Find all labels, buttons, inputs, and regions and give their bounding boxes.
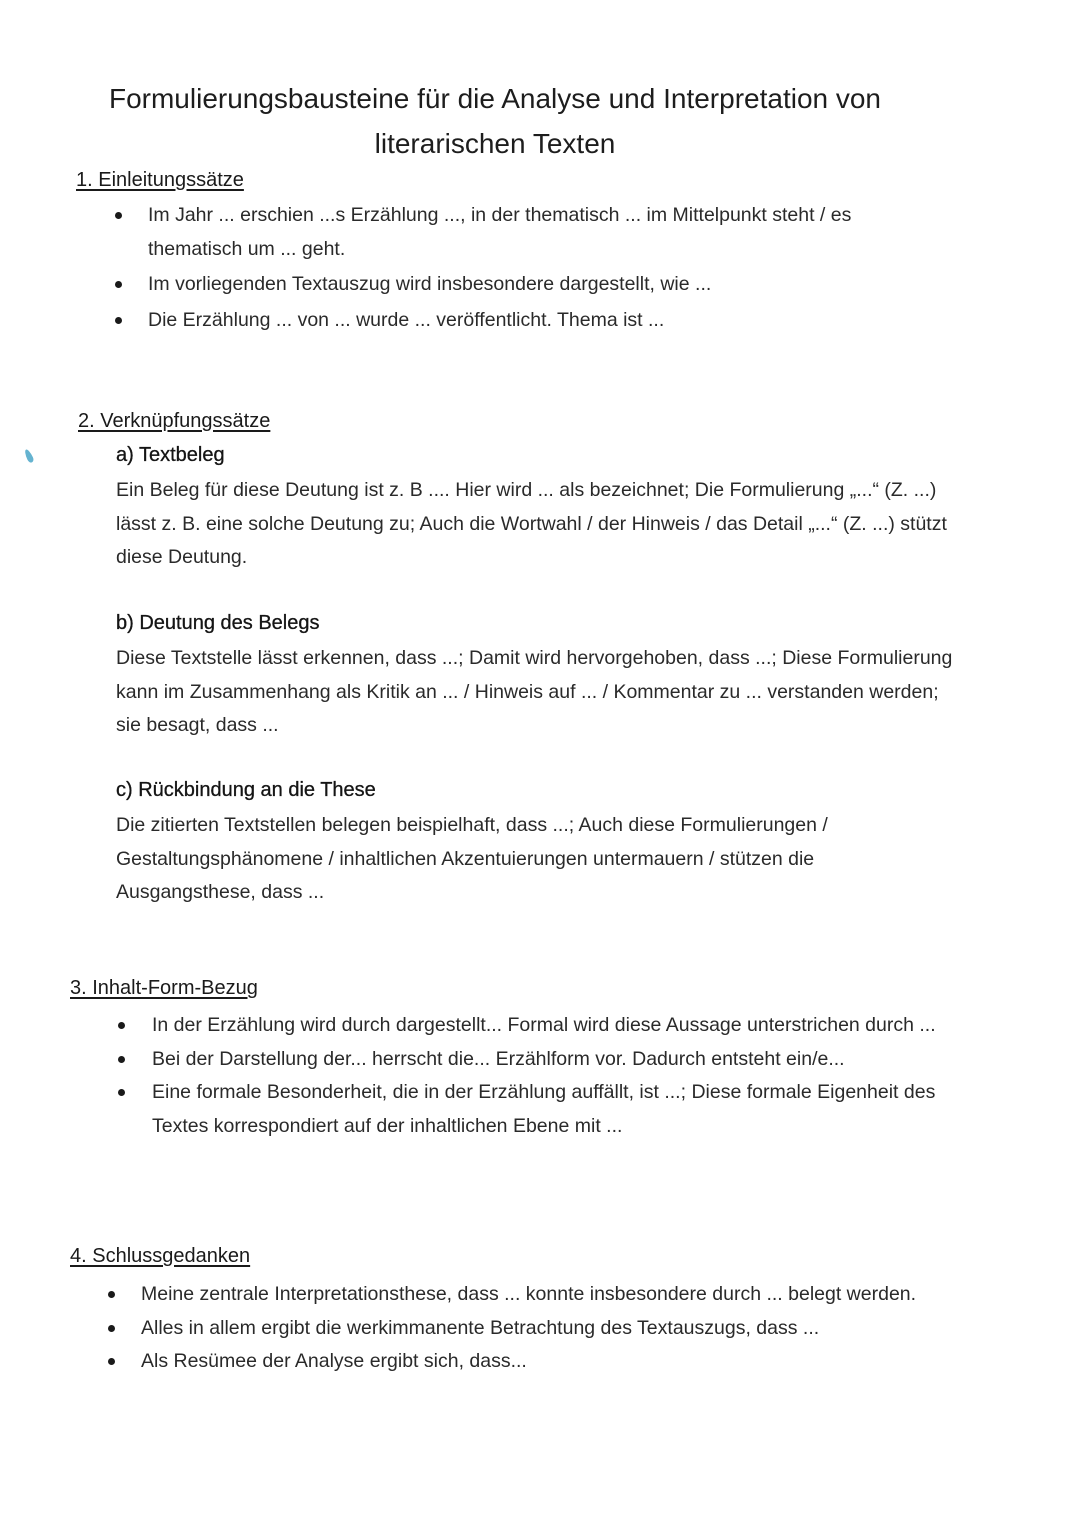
bullet-icon — [115, 212, 122, 219]
subsection-c-heading: c) Rückbindung an die These — [116, 779, 376, 801]
subsection-b-text: Diese Textstelle lässt erkennen, dass ...; Damit wird hervorgehoben, dass ...; Diese Formulierung kann im Zusammenhang als Kritik an ... / Hinweis auf ... / Kommentar zu ... verstanden werden; sie besagt, dass ... — [116, 647, 953, 736]
list-item: Die Erzählung ... von ... wurde ... veröffentlicht. Thema ist ... — [148, 304, 948, 338]
section-2-heading: 2. Verknüpfungssätze — [78, 410, 271, 432]
title-line-1: Formulierungsbausteine für die Analyse und Interpretation von — [108, 83, 882, 114]
section-1-list — [148, 199, 948, 337]
section-1-heading: 1. Einleitungssätze — [76, 169, 244, 191]
bullet-icon — [118, 1056, 125, 1063]
bullet-icon — [108, 1325, 115, 1332]
list-item: In der Erzählung wird durch dargestellt... Formal wird diese Aussage unterstrichen durch ... — [152, 1009, 952, 1043]
bullet-icon — [115, 281, 122, 288]
list-item: Eine formale Besonderheit, die in der Erzählung auffällt, ist ...; Diese formale Eigenheit des Textes korrespondiert auf der inhaltlichen Ebene mit ... — [152, 1076, 952, 1143]
list-item: Bei der Darstellung der... herrscht die... Erzählform vor. Dadurch entsteht ein/e... — [152, 1043, 952, 1077]
bullet-icon — [115, 317, 122, 324]
subsection-b-heading: b) Deutung des Belegs — [116, 612, 320, 634]
list-item: Im vorliegenden Textauszug wird insbesondere dargestellt, wie ... — [148, 268, 948, 302]
section-3-heading: 3. Inhalt-Form-Bezug — [70, 977, 258, 999]
list-item: Im Jahr ... erschien ...s Erzählung ..., in der thematisch ... im Mittelpunkt steht / es thematisch um ... geht. — [148, 199, 948, 266]
section-4-heading: 4. Schlussgedanken — [70, 1245, 251, 1267]
subsection-c-text: Die zitierten Textstellen belegen beispielhaft, dass ...; Auch diese Formulierungen / Gestaltungsphänomene / inhaltlichen Akzentuierungen untermauern / stützen die Ausgangsthese, dass ... — [116, 814, 828, 903]
section-4-list — [141, 1278, 931, 1379]
margin-mark-icon — [23, 448, 34, 463]
title-line-2: literarischen Texten — [374, 128, 616, 159]
subsection-a-text: Ein Beleg für diese Deutung ist z. B .... Hier wird ... als bezeichnet; Die Formulierung „...“ (Z. ...) lässt z. B. eine solche Deutung zu; Auch die Wortwahl / der Hinweis / das Detail „...“ (Z. ...) stützt diese Deutung. — [116, 479, 947, 568]
bullet-icon — [108, 1358, 115, 1365]
bullet-icon — [118, 1089, 125, 1096]
list-item: Alles in allem ergibt die werkimmanente Betrachtung des Textauszugs, dass ... — [141, 1312, 931, 1346]
bullet-icon — [118, 1022, 125, 1029]
section-3-list — [152, 1009, 952, 1143]
subsection-a-heading: a) Textbeleg — [116, 444, 225, 466]
list-item: Meine zentrale Interpretationsthese, dass ... konnte insbesondere durch ... belegt werden. — [141, 1278, 931, 1312]
bullet-icon — [108, 1291, 115, 1298]
list-item: Als Resümee der Analyse ergibt sich, dass... — [141, 1345, 931, 1379]
page-title — [60, 76, 930, 166]
